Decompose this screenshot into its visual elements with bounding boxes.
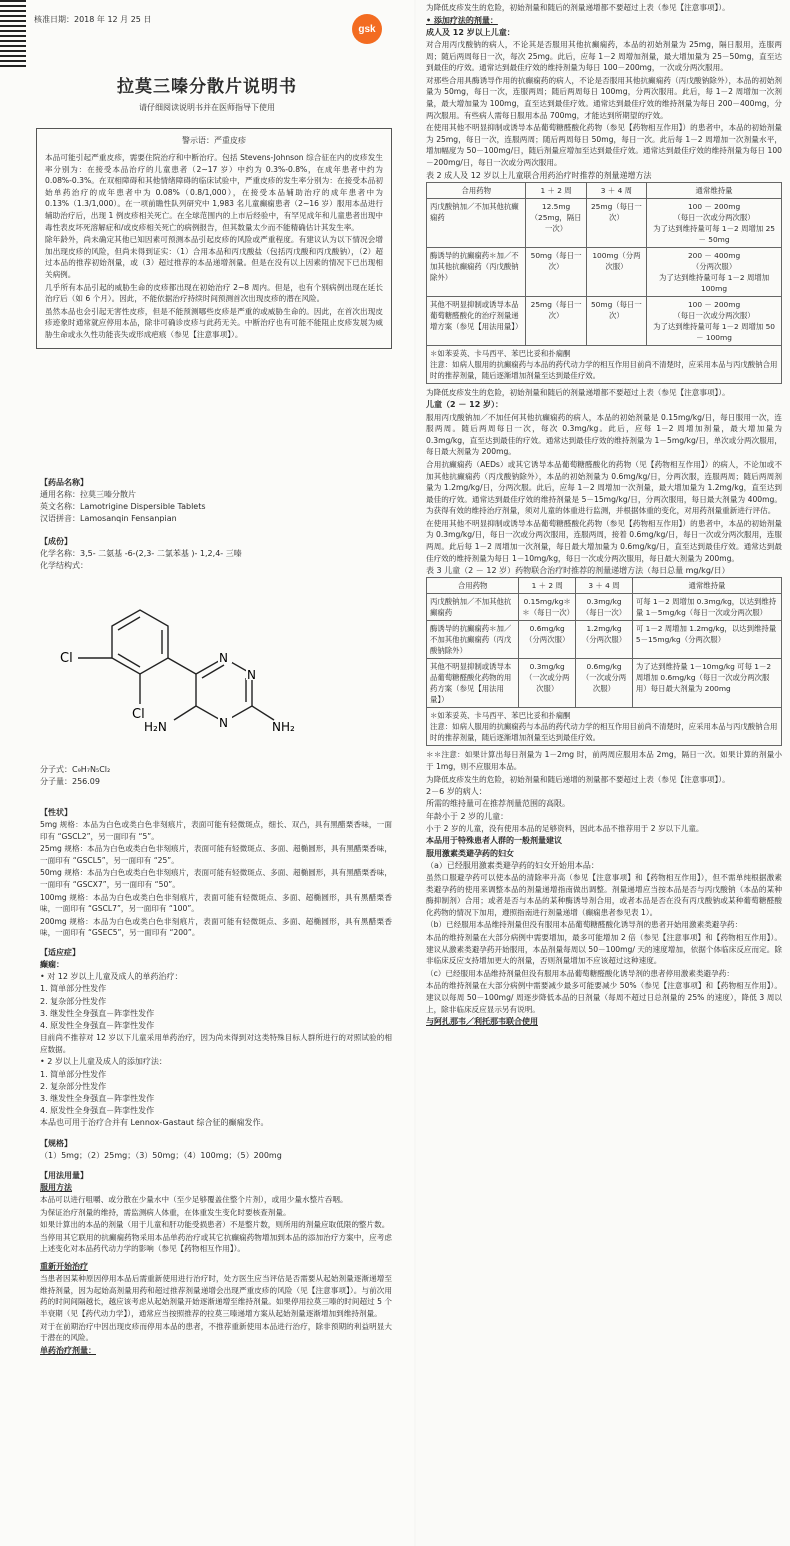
table-cell xyxy=(647,296,782,345)
gsk-logo: gsk xyxy=(352,14,382,44)
table-cell: 丙戊酸钠加／不加其他抗癫痫药 xyxy=(427,198,526,247)
subheading: 成人及 12 岁以上儿童： xyxy=(426,27,515,37)
indication-item: 3. 继发性全身强直－阵挛性发作 xyxy=(40,1093,155,1103)
column-header: 合用药物 xyxy=(427,182,526,198)
subheading: 儿童（2 － 12 岁）： xyxy=(426,400,504,410)
cell-line: 为了达到维持量可每 1－2 周增加 100mg xyxy=(658,272,770,293)
table-title: 表 2 成人及 12 岁以上儿童联合用药治疗时推荐的剂量递增方法 xyxy=(426,170,652,180)
tablet-description: 100mg 规格：本品为白色或类白色非刻痕片，表面可能有轻微斑点、多面、超椭圆形，具有黑醋栗香味，一面印有 “GSCL7”，另一面印有 “100”。 xyxy=(40,892,392,914)
molecular-weight: 分子量：256.09 xyxy=(40,777,100,787)
table-header-row xyxy=(427,578,782,594)
cell-line: 为了达到维持量可每 1－2 周增加 25 － 50mg xyxy=(653,223,775,244)
table-cell: 0.15mg/kg＊＊（每日一次） xyxy=(519,594,576,621)
warning-paragraph: 除年龄外，尚未确定其他已知因素可预测本品引起皮疹的风险或严重程度。有建议认为以下情况会增加出现皮疹的风险，但尚未得到证实：（1）合用本品和丙戊酸盐（包括丙戊酸和丙戊酸钠），（2）超过本品的推荐初始剂量，或（3）超过推荐的本品递增剂量。但是在没有以上因素的情况下已出现相关病例。 xyxy=(45,235,383,279)
chemical-name: 化学名称：3,5- 二氨基 -6-(2,3- 二氯苯基 )- 1,2,4- 三嗪 xyxy=(40,548,242,558)
paragraph: 合用抗癫痫药（AEDs）或其它诱导本品葡萄糖醛酸化的药物（见【药物相互作用】）的病人，不论加或不加其他抗癫痫药（丙戊酸钠除外），本品的初始剂量为 0.6mg/kg/日，分两次服，连服两周；随后两周剂量为 1.2mg/kg/日，分两次服。此后，应每 1－2 周增加一次剂量，最大增加量为 1.2mg/kg，直至达到最佳的疗效。通常达到最佳疗效的维持剂量是 5－15mg/kg/日，分两次服用，每日最大剂量为 400mg。为获得有效的维持治疗剂量，须对儿童的体重进行监测，并根据体重的变化，对用药剂量重新进行评估。 xyxy=(426,459,782,516)
warning-paragraph: 虽然本品也会引起无害性皮疹，但是不能预测哪些皮疹是严重的或威胁生命的。因此，在首次出现皮疹迹象时通常就应停用本品，除非可确诊皮疹与此药无关。中断治疗也有可能不能阻止皮疹发展为威胁生命或永久性功能丧失或形成疤痕（参见【注意事项】）。 xyxy=(45,306,383,339)
table-title: 表 3 儿童（2 － 12 岁）药物联合治疗时推荐的剂量递增方法（每日总量 mg/kg/日） xyxy=(426,566,730,576)
table-cell xyxy=(647,198,782,247)
table-cell: 酶诱导的抗癫痫药＊加／不加其他抗癫痫药（丙戊酸钠除外） xyxy=(427,621,519,659)
dosage-subheading: 重新开始治疗 xyxy=(40,1261,88,1271)
table-row xyxy=(427,198,782,247)
cell-line: 100 － 200mg xyxy=(687,201,741,211)
generic-name: 通用名称：拉莫三嗪分散片 xyxy=(40,490,136,499)
paragraph: 虽然口服避孕药可以使本品的清除率升高（参见【注意事项】和【药物相互作用】），但不需单纯根据激素类避孕药的使用来调整本品的剂量递增指南做出调整。剂量递增应当按本品是否与丙戊酸钠（本品的某种酶抑制剂）合用；或者是否与本品的某种酶诱导剂合用，或者本品是否在没有丙戊酸钠或某种葡萄糖醛酸化药物的情况下加用，遵照指南进行剂量递增（癫痫患者参见表 1）。 xyxy=(426,873,782,917)
table-footnote xyxy=(427,345,782,383)
column-header: 合用药物 xyxy=(427,578,519,594)
page-subtitle: 请仔细阅读说明书并在医师指导下使用 xyxy=(139,103,275,112)
subheading: 本品用于特殊患者人群的一般剂量建议 xyxy=(426,836,562,846)
table-cell: 可 1－2 周增加 1.2mg/kg，以达到维持量 5－15mg/kg（分两次服） xyxy=(632,621,781,659)
subheading: • 添加疗法的剂量： xyxy=(426,15,498,25)
table-cell: 可每 1－2 周增加 0.3mg/kg，以达到维持量 1－5mg/kg（每日一次或分两次服） xyxy=(632,594,781,621)
paragraph: ＊＊注意：如果计算出每日剂量为 1－2mg 时，前两周应服用本品 2mg，隔日一次。如果计算的剂量小于 1mg，则不应服用本品。 xyxy=(426,750,782,772)
section-heading: 【药品名称】 xyxy=(40,478,88,487)
dosage-paragraph: 本品可以进行咀嚼、或分散在少量水中（至少足够覆盖住整个片剂），或用少量水整片吞咽。 xyxy=(40,1194,348,1204)
paragraph: 所需的维持量可在推荐剂量范围的高限。 xyxy=(426,799,570,809)
english-name: 英文名称：Lamotrigine Dispersible Tablets xyxy=(40,502,206,512)
indication-item: 1. 简单部分性发作 xyxy=(40,984,107,994)
cell-line: （每日一次或分两次服） xyxy=(673,310,755,320)
indication-item: • 2 岁以上儿童及成人的添加疗法： xyxy=(40,1057,167,1067)
table-cell: 50mg（每日一次） xyxy=(526,247,586,296)
indication-item: 3. 继发性全身强直－阵挛性发作 xyxy=(40,1008,155,1018)
chemical-structure-diagram xyxy=(40,596,340,752)
table-cell: 0.6mg/kg（一次或分两次服） xyxy=(576,659,633,708)
table-cell: 其他不明显抑制或诱导本品葡萄糖醛酸化的治疗剂量递增方案（参见【用法用量】） xyxy=(427,296,526,345)
amine-group: H₂N xyxy=(144,720,167,734)
dosage-paragraph: 当患者因某种原因停用本品后需重新使用进行治疗时，处方医生应当评估是否需要从起始剂量逐渐递增至维持剂量，因为起始高剂量用药和超过推荐剂量递增会出现严重皮疹的风险（见【注意事项】）。与前次用药的时间间隔越长，越应该考虑从起始剂量开始逐渐递增至维持剂量。如果停用拉莫三嗪的时间超过 5 个半衰期（见【药代动力学】），通常应当按照推荐的拉莫三嗪递增方案从起始剂量逐渐增加到维持剂量。 xyxy=(40,1274,392,1318)
table-cell: 酶诱导的抗癫痫药＊加／不加其他抗癫痫药（丙戊酸钠除外） xyxy=(427,247,526,296)
indication-item: 1. 简单部分性发作 xyxy=(40,1069,107,1079)
tablet-description: 25mg 规格：本品为白色或类白色非刻痕片，表面可能有轻微斑点、多面、超椭圆形，具有黑醋栗香味，一面印有 “GSCL5”，另一面印有 “25”。 xyxy=(40,844,392,865)
atom-n: N xyxy=(219,651,228,665)
table-footnote-row xyxy=(427,708,782,746)
section-heading: 【成份】 xyxy=(40,536,72,546)
table-row xyxy=(427,659,782,708)
dose-table-child xyxy=(426,577,782,746)
atom-n: N xyxy=(247,668,256,682)
column-header: 通常维持量 xyxy=(632,578,781,594)
dosage-paragraph: 当停用其它联用的抗癫痫药物采用本品单药治疗或其它抗癫痫药物增加到本品的添加治疗方案中，应考虑上述变化对本品药代动力学的影响（参见【药物相互作用】）。 xyxy=(40,1232,392,1254)
right-content xyxy=(426,2,782,1028)
amine-group: NH₂ xyxy=(272,720,295,734)
table-footnote xyxy=(427,708,782,746)
dosage-paragraph: 为保证治疗剂量的维持，需监测病人体重，在体重发生变化时要核查剂量。 xyxy=(40,1207,291,1217)
paragraph: 对那些合用具酶诱导作用的抗癫痫药的病人，不论是否服用其他抗癫痫药（丙戊酸钠除外），本品的初始剂量为 50mg，每日一次，连服两周；随后两周每日 100mg，分两次服用。此后，每 1－2 周增加一次剂量，最大增加量为 100mg，直至达到最佳疗效。通常达到最佳疗效的维持剂量为每日 200－400mg，分两次服用。有些病人需每日服用本品 700mg，才能达到所期望的疗效。 xyxy=(426,75,782,120)
cell-line: 为了达到维持量可每 1－2 周增加 50 － 100mg xyxy=(653,321,775,342)
spec-list: （1）5mg；（2）25mg；（3）50mg；（4）100mg；（5）200mg xyxy=(40,1150,282,1160)
indication-subheading: 癫痫： xyxy=(40,959,64,969)
column-header: 3 ＋ 4 周 xyxy=(586,182,646,198)
atom-cl: Cl xyxy=(60,651,73,666)
dosage-subheading: 单药治疗剂量： xyxy=(40,1345,96,1355)
cell-line: 200 － 400mg xyxy=(687,250,741,260)
table-cell xyxy=(647,247,782,296)
warning-box-wrap xyxy=(36,128,392,349)
dose-table-adult xyxy=(426,182,782,384)
indication-item: 2. 复杂部分性发作 xyxy=(40,1081,107,1091)
paragraph: 本品的维持剂量在大部分病例中需要增加，最多可能增加 2 倍（参见【注意事项】和【药物相互作用】）。建议从激素类避孕药开始服用，本品剂量每周以 50－100mg/ 天的速度增加，依据个体临床反应而定。除非临床反应支持增加更大的剂量，否则剂量增加不应该超过这种速度。 xyxy=(426,933,782,966)
table-row xyxy=(427,621,782,659)
section-heading: 【适应症】 xyxy=(40,947,80,957)
dosage-subheading: 服用方法 xyxy=(40,1182,72,1192)
table-cell: 其他不明显抑制或诱导本品葡萄糖醛酸化药物的用药方案（参见【用法用量】） xyxy=(427,659,519,708)
table-footnote-row xyxy=(427,345,782,383)
atom-n: N xyxy=(219,716,228,730)
column-header: 3 ＋ 4 周 xyxy=(576,578,633,594)
cell-line: （每日一次或分两次服） xyxy=(673,212,755,222)
footnote-line: ＊如苯妥英、卡马西平、苯巴比妥和扑痫酮 xyxy=(430,711,571,721)
table-header-row xyxy=(427,182,782,198)
subheading: 2－6 岁的病人： xyxy=(426,787,487,797)
table-cell: 25mg（每日一次） xyxy=(586,198,646,247)
indication-item: 2. 复杂部分性发作 xyxy=(40,996,107,1006)
tablet-description: 5mg 规格：本品为白色或类白色非刻痕片，表面可能有轻微斑点，细长、双凸，具有黑醋栗香味，一面印有 “GSCL2”，另一面印有 “5”。 xyxy=(40,820,392,841)
section-heading: 【用法用量】 xyxy=(40,1170,88,1180)
drug-name-section xyxy=(40,472,390,572)
column-header: 1 ＋ 2 周 xyxy=(519,578,576,594)
column-header: 通常维持量 xyxy=(647,182,782,198)
table-cell: 0.3mg/kg（每日一次） xyxy=(576,594,633,621)
table-cell: 100mg（分两次服） xyxy=(586,247,646,296)
table-row xyxy=(427,296,782,345)
subheading: 与阿扎那韦／利托那韦联合使用 xyxy=(426,1017,538,1027)
paragraph: 为降低皮疹发生的危险，初始剂量和随后的剂量递增都不要超过上表（参见【注意事项】）。 xyxy=(426,3,730,12)
structure-label: 化学结构式： xyxy=(40,560,88,570)
subheading: （a）已经服用激素类避孕药的妇女开始用本品： xyxy=(426,860,599,870)
section-heading: 【规格】 xyxy=(40,1138,72,1148)
paragraph: 本品的维持剂量在大部分病例中需要减少最多可能要减少 50%（参见【注意事项】和【药物相互作用】）。建议以每周 50－100mg/ 周逐步降低本品的日剂量（每周不超过日总剂量的 25% 的速度），降低 3 周以上，除非临床反应显示另有说明。 xyxy=(426,981,782,1014)
paragraph: 在使用其他不明显抑制或诱导本品葡萄糖醛酸化药物（参见【药物相互作用】）的患者中，本品的初始剂量为 0.3mg/kg/日，每日一次或分两次服用，连服两周，接着 0.6mg/kg/日，每日一次或分两次服用，连服两周。此后每 1－2 周增加一次剂量，每日最大增加量为 0.6mg/kg/日，直至达到最佳疗效。通常达到最佳疗效的维持剂量为每日 1－10mg/kg，每日一次或分两次服用，每日最大剂量为 200mg。 xyxy=(426,518,782,563)
description-section xyxy=(40,802,392,1357)
indication-item: 4. 原发性全身强直－阵挛性发作 xyxy=(40,1020,155,1030)
paragraph: 为降低皮疹发生的危险，初始剂量和随后递增的剂量都不要超过上表（参见【注意事项】）。 xyxy=(426,774,730,784)
paragraph: 服用丙戊酸钠加／不加任何其他抗癫痫药的病人，本品的初始剂量是 0.15mg/kg/日，每日服用一次，连服两周。随后两周每日一次，每次 0.3mg/kg。此后，应每 1－2 周增加剂量，最大增加量为 0.3mg/kg，直至达到最佳的疗效。通常达到最佳疗效的维持剂量为 1－5mg/kg/日，单次或分两次服用，每日最大剂量为 200mg。 xyxy=(426,412,782,457)
table-cell: 丙戊酸钠加／不加其他抗癫痫药 xyxy=(427,594,519,621)
dosage-paragraph: 如果计算出的本品的剂量（用于儿童和肝功能受损患者）不是整片数，则所用的剂量应取低限的整片数。 xyxy=(40,1220,390,1230)
composition-details xyxy=(40,764,390,788)
cell-line: （分两次服） xyxy=(691,261,737,271)
column-header: 1 ＋ 2 周 xyxy=(526,182,586,198)
page-title: 拉莫三嗪分散片说明书 xyxy=(117,77,297,97)
table-cell: 为了达到维持量 1－10mg/kg 可每 1－2 周增加 0.6mg/kg（每日一次或分两次服用）每日最大剂量为 200mg xyxy=(632,659,781,708)
table-cell: 0.3mg/kg（一次或分两次服） xyxy=(519,659,576,708)
subheading: 年龄小于 2 岁的儿童： xyxy=(426,811,509,821)
footnote-line: 注意：如病人服用的抗癫痫药与本品的药代动力学的相互作用目前尚不清楚时，应采用本品与丙戊酸钠合用时的推荐剂量，随后逐渐增加剂量至达到最佳疗效。 xyxy=(430,359,778,380)
section-heading: 【性状】 xyxy=(40,808,72,817)
warning-paragraph: 几乎所有本品引起的威胁生命的皮疹都出现在初始治疗 2~8 周内。但是，也有个别病例出现在延长治疗后（如 6 个月）。因此，不能依据治疗持续时间预测首次出现皮疹的潜在风险。 xyxy=(45,282,383,304)
subheading: （c）已经服用本品维持剂量但没有服用本品葡萄糖醛酸化诱导剂的患者停用激素类避孕药： xyxy=(426,968,734,978)
warning-paragraph: 本品可能引起严重皮疹，需要住院治疗和中断治疗。包括 Stevens-Johnson 综合征在内的皮疹发生率分别为：在接受本品治疗的儿童患者（2~17 岁）中约为 0.3%-0.8%，在成年患者中约为 0.08%-0.3%。在双相障碍和其他情绪障碍的临床试验中，严重皮疹的发生率分别为：在接受本品初始单药治疗的成年患者中为 0.08%（0.8/1,000），在接受本品辅助治疗的成年患者中为 0.13%（1.3/1,000）。在一项前瞻性队列研究中 1,983 名儿童癫痫患者（2~16 岁）服用本品进行辅助治疗后，出现 1 例皮疹相关死亡。在全球范围内的上市后经验中，有罕见成年和儿童患者出现中毒性表皮坏死溶解症和/或皮疹相关死亡的病例报告，但其数量太少而不能精确估计其发生率。 xyxy=(45,153,383,232)
tablet-description: 50mg 规格：本品为白色或类白色非刻痕片，表面可能有轻微斑点、多面、超椭圆形，具有黑醋栗香味，一面印有 “GSCX7”，另一面印有 “50”。 xyxy=(40,868,392,889)
paragraph: 对合用丙戊酸钠的病人，不论其是否服用其他抗癫痫药，本品的初始剂量为 25mg，隔日服用，连服两周；随后两周每日一次，每次 25mg。此后，应每 1－2 周增加剂量，最大增加量为 25－50mg，直至达到最佳的疗效。通常达到最佳疗效的维持剂量为每日 100－200mg，一次或分两次服用。 xyxy=(426,40,782,73)
table-cell: 50mg（每日一次） xyxy=(586,296,646,345)
footnote-line: 注意：如病人服用的抗癫痫药与本品的药代动力学的相互作用目前尚不清楚时，应采用本品与丙戊酸钠合用时的推荐剂量，随后逐渐增加剂量至达到最佳疗效。 xyxy=(430,722,778,743)
warning-heading: 警示语：严重皮疹 xyxy=(182,136,246,145)
table-row xyxy=(427,594,782,621)
table-cell: 12.5mg（25mg，隔日一次） xyxy=(526,198,586,247)
table-cell: 25mg（每日一次） xyxy=(526,296,586,345)
tablet-description: 200mg 规格：本品为白色或类白色非刻痕片，表面可能有轻微斑点、多面、超椭圆形，具有黑醋栗香味，一面印有 “GSEC5”，另一面印有 “200”。 xyxy=(40,916,392,938)
molecular-formula: 分子式：C₉H₇N₅Cl₂ xyxy=(40,765,111,774)
paragraph: 在使用其他不明显抑制或诱导本品葡萄糖醛酸化药物（参见【药物相互作用】）的患者中，本品的初始剂量为 25mg，每日一次，连服两周；随后两周每日 50mg，每日一次。此后每 1－2 周增加一次剂量水平，增加幅度为 50－100mg/日，随后剂量应增加至达到最佳疗效。通常达到最佳疗效的维持剂量为每日 100－200mg/日，每日一次或分两次服用。 xyxy=(426,123,782,167)
benzene-ring xyxy=(112,610,168,674)
warning-box xyxy=(36,128,392,349)
approval-date: 核准日期：2018 年 12 月 25 日 xyxy=(34,15,152,24)
subheading: （b）已经服用本品维持剂量但没有服用本品葡萄糖醛酸化诱导剂的患者开始用激素类避孕药： xyxy=(426,920,743,930)
indication-item: 4. 原发性全身强直－阵挛性发作 xyxy=(40,1106,155,1116)
subheading: 服用激素类避孕药的妇女 xyxy=(426,848,514,858)
indication-item: 本品也可用于治疗合并有 Lennox-Gastaut 综合征的癫痫发作。 xyxy=(40,1118,269,1128)
indication-note: 目前尚不推荐对 12 岁以下儿童采用单药治疗，因为尚未得到对这类特殊目标人群所进行的对照试验的相应数据。 xyxy=(40,1033,392,1054)
dosage-paragraph: 对于在前期治疗中因出现皮疹而停用本品的患者，不推荐重新使用本品进行治疗，除非预期的利益明显大于潜在的风险。 xyxy=(40,1321,392,1343)
triazine-ring xyxy=(196,658,252,722)
cell-line: 100 － 200mg xyxy=(687,299,741,309)
table-cell: 0.6mg/kg（分两次服） xyxy=(519,621,576,659)
paragraph: 为降低皮疹发生的危险，初始剂量和随后的剂量递增都不要超过上表（参见【注意事项】）。 xyxy=(426,387,730,397)
right-column xyxy=(416,0,790,1546)
footnote-line: ＊如苯妥英、卡马西平、苯巴比妥和扑痫酮 xyxy=(430,348,571,358)
atom-cl: Cl xyxy=(132,707,145,722)
barcode-stripes xyxy=(0,0,26,70)
table-cell: 1.2mg/kg（分两次服） xyxy=(576,621,633,659)
paragraph: 小于 2 岁的儿童，没有使用本品的足够资料，因此本品不推荐用于 2 岁以下儿童。 xyxy=(426,823,704,833)
table-row xyxy=(427,247,782,296)
pinyin-name: 汉语拼音：Lamosanqin Fensanpian xyxy=(40,514,177,524)
indication-item: • 对 12 岁以上儿童及成人的单药治疗： xyxy=(40,972,183,982)
